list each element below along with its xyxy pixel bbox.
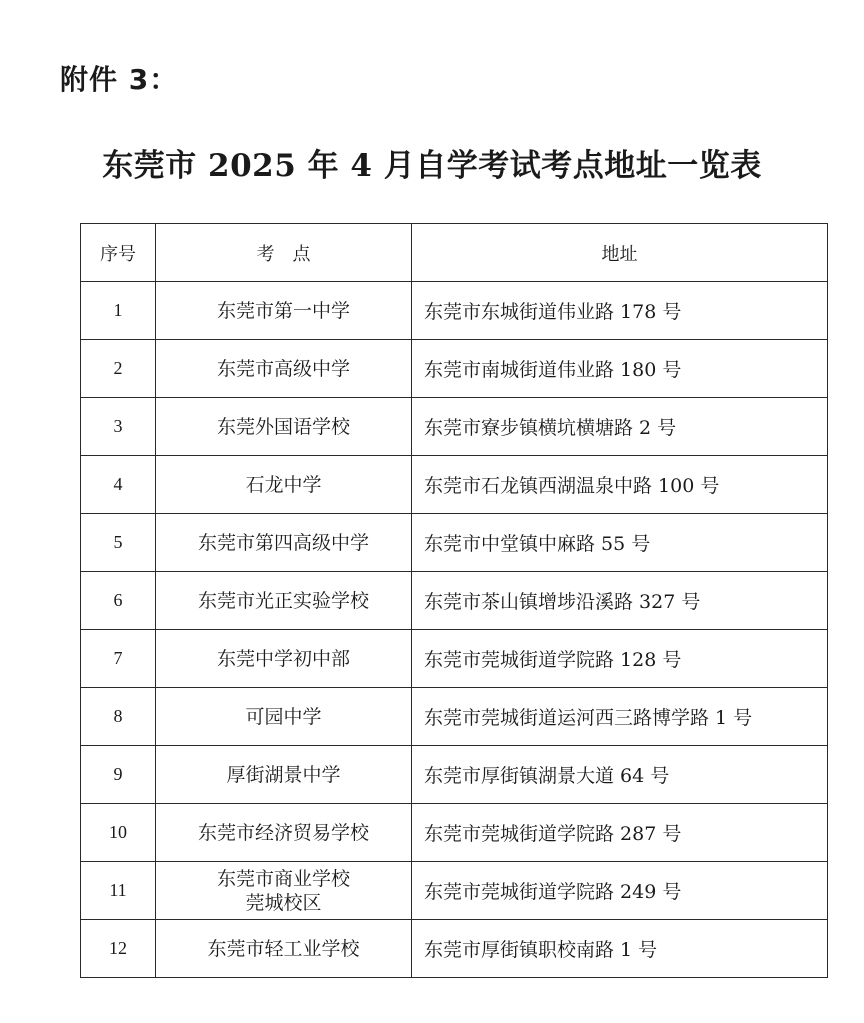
row-address: 东莞市莞城街道运河西三路博学路 1 号 — [412, 688, 828, 746]
table-row — [81, 804, 828, 862]
table-row — [81, 572, 828, 630]
table-row — [81, 514, 828, 572]
row-address: 东莞市茶山镇增埗沿溪路 327 号 — [412, 572, 828, 630]
site-name-line: 厚街湖景中学 — [226, 763, 341, 786]
table-body — [81, 282, 828, 978]
row-address: 东莞市东城街道伟业路 178 号 — [412, 282, 828, 340]
row-index: 4 — [81, 456, 156, 514]
row-address: 东莞市莞城街道学院路 287 号 — [412, 804, 828, 862]
site-name-line: 东莞中学初中部 — [216, 647, 350, 670]
site-name-line: 东莞市商业学校 — [216, 867, 350, 890]
row-site-name — [156, 456, 412, 514]
row-site-name — [156, 398, 412, 456]
site-name-line: 东莞市经济贸易学校 — [197, 821, 369, 844]
site-name-line: 石龙中学 — [245, 473, 322, 496]
row-index: 3 — [81, 398, 156, 456]
row-index: 7 — [81, 630, 156, 688]
site-name-line: 东莞外国语学校 — [216, 415, 350, 438]
table-row — [81, 862, 828, 920]
row-address: 东莞市厚街镇职校南路 1 号 — [412, 920, 828, 978]
table-row — [81, 282, 828, 340]
attachment-label: 附件 3： — [60, 63, 179, 96]
row-site-name — [156, 282, 412, 340]
row-site-name — [156, 630, 412, 688]
table-row — [81, 398, 828, 456]
row-site-name — [156, 340, 412, 398]
page-title: 东莞市 2025 年 4 月自学考试考点地址一览表 — [102, 148, 762, 184]
site-name-line: 东莞市光正实验学校 — [197, 589, 369, 612]
exam-sites-table — [80, 223, 828, 978]
table-row — [81, 340, 828, 398]
row-index: 2 — [81, 340, 156, 398]
site-name-line: 可园中学 — [245, 705, 322, 728]
row-address: 东莞市莞城街道学院路 128 号 — [412, 630, 828, 688]
header-index: 序号 — [81, 224, 156, 282]
table-row — [81, 688, 828, 746]
row-address: 东莞市石龙镇西湖温泉中路 100 号 — [412, 456, 828, 514]
header-site: 考 点 — [156, 224, 412, 282]
row-site-name — [156, 804, 412, 862]
row-index: 12 — [81, 920, 156, 978]
table-row — [81, 630, 828, 688]
header-address: 地址 — [412, 224, 828, 282]
row-site-name — [156, 688, 412, 746]
table-header-row — [81, 224, 828, 282]
row-address: 东莞市南城街道伟业路 180 号 — [412, 340, 828, 398]
row-address: 东莞市莞城街道学院路 249 号 — [412, 862, 828, 920]
row-site-name — [156, 572, 412, 630]
row-address: 东莞市中堂镇中麻路 55 号 — [412, 514, 828, 572]
row-index: 10 — [81, 804, 156, 862]
row-site-name — [156, 920, 412, 978]
table-row — [81, 746, 828, 804]
row-address: 东莞市厚街镇湖景大道 64 号 — [412, 746, 828, 804]
row-site-name — [156, 514, 412, 572]
site-name-line: 东莞市第一中学 — [216, 299, 350, 322]
site-name-line: 莞城校区 — [245, 891, 322, 914]
site-name-line: 东莞市轻工业学校 — [207, 937, 360, 960]
row-site-name — [156, 862, 412, 920]
row-address: 东莞市寮步镇横坑横塘路 2 号 — [412, 398, 828, 456]
row-index: 6 — [81, 572, 156, 630]
site-name-line: 东莞市高级中学 — [216, 357, 350, 380]
row-site-name — [156, 746, 412, 804]
row-index: 1 — [81, 282, 156, 340]
row-index: 9 — [81, 746, 156, 804]
row-index: 5 — [81, 514, 156, 572]
site-name-line: 东莞市第四高级中学 — [197, 531, 369, 554]
row-index: 11 — [81, 862, 156, 920]
row-index: 8 — [81, 688, 156, 746]
table-row — [81, 456, 828, 514]
table-row — [81, 920, 828, 978]
